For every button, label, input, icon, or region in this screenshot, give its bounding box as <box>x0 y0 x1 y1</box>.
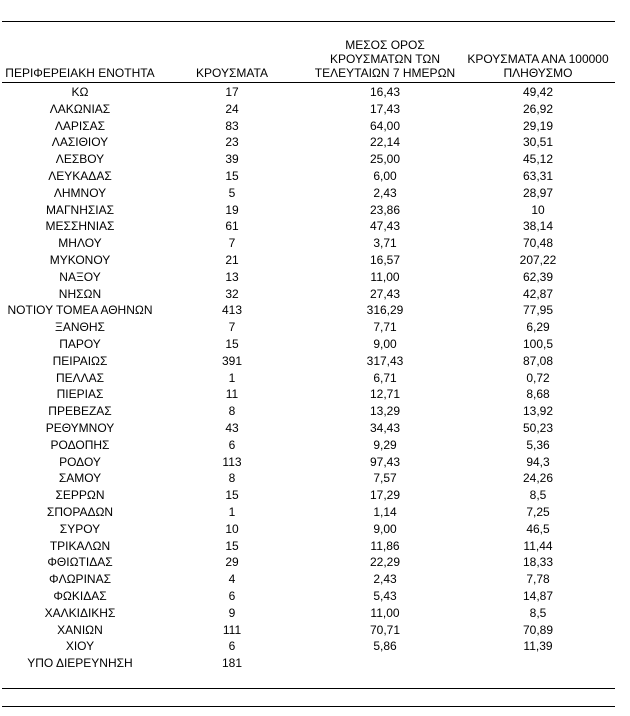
cell-avg7: 5,86 <box>373 639 397 654</box>
cell-region: ΡΕΘΥΜΝΟΥ <box>45 420 115 435</box>
cell-per100k: 94,3 <box>526 454 550 469</box>
cell-region: ΤΡΙΚΑΛΩΝ <box>49 538 111 553</box>
cell-avg7: 22,14 <box>369 135 401 150</box>
table-bottom-rule <box>2 688 615 689</box>
cell-region: ΦΩΚΙΔΑΣ <box>53 588 107 603</box>
table-row <box>0 118 630 135</box>
table-row <box>0 420 630 437</box>
table-row <box>0 370 630 387</box>
cell-avg7: 6,71 <box>373 370 397 385</box>
header-region: ΠΕΡΙΦΕΡΕΙΑΚΗ ΕΝΟΤΗΤΑ <box>5 66 155 80</box>
table-row <box>0 269 630 286</box>
cell-per100k: 30,51 <box>522 135 554 150</box>
cell-per100k: 18,33 <box>522 555 554 570</box>
table-row <box>0 571 630 588</box>
table-row <box>0 554 630 571</box>
table-top-rule <box>2 21 615 22</box>
cell-avg7: 7,71 <box>373 320 397 335</box>
cell-region: ΡΟΔΟΥ <box>59 454 101 469</box>
table-row <box>0 605 630 622</box>
table-row <box>0 538 630 555</box>
cell-region: ΛΑΣΙΘΙΟΥ <box>51 135 109 150</box>
cell-region: ΥΠΟ ΔΙΕΡΕΥΝΗΣΗ <box>27 656 133 671</box>
table-row <box>0 185 630 202</box>
cell-region: ΦΘΙΩΤΙΔΑΣ <box>47 555 113 570</box>
cell-region: ΛΑΚΩΝΙΑΣ <box>49 101 111 116</box>
cell-avg7: 13,29 <box>369 404 401 419</box>
table-row <box>0 336 630 353</box>
cell-avg7: 2,43 <box>373 185 397 200</box>
cell-cases: 32 <box>225 286 239 301</box>
cell-avg7: 6,00 <box>373 168 397 183</box>
cell-per100k: 7,78 <box>526 572 550 587</box>
cell-cases: 391 <box>221 353 243 368</box>
cell-region: ΣΠΟΡΑΔΩΝ <box>46 504 114 519</box>
table-row <box>0 588 630 605</box>
table-row <box>0 470 630 487</box>
cell-region: ΠΑΡΟΥ <box>59 336 101 351</box>
cell-per100k: 77,95 <box>522 303 554 318</box>
cell-per100k: 70,89 <box>522 622 554 637</box>
cell-cases: 6 <box>228 437 236 452</box>
cell-per100k: 7,25 <box>526 504 550 519</box>
cell-cases: 17 <box>225 85 239 99</box>
cell-per100k: 11,44 <box>523 538 553 553</box>
cell-cases: 15 <box>225 336 239 351</box>
cell-avg7: 9,00 <box>373 521 397 536</box>
cell-region: ΛΑΡΙΣΑΣ <box>54 118 106 133</box>
cell-region: ΛΕΥΚΑΔΑΣ <box>48 168 112 183</box>
cell-cases: 13 <box>225 269 239 284</box>
cell-cases: 111 <box>222 622 242 637</box>
cell-per100k: 49,42 <box>522 85 554 99</box>
cell-avg7: 70,71 <box>369 622 401 637</box>
cell-region: ΞΑΝΘΗΣ <box>55 320 105 335</box>
cell-avg7: 22,29 <box>369 555 401 570</box>
cell-cases: 11 <box>225 387 239 402</box>
cell-region: ΜΥΚΟΝΟΥ <box>49 252 111 267</box>
cell-region: ΜΕΣΣΗΝΙΑΣ <box>45 219 115 234</box>
cell-cases: 10 <box>225 521 239 536</box>
cell-region: ΦΛΩΡΙΝΑΣ <box>49 572 111 587</box>
cell-avg7: 64,00 <box>369 118 401 133</box>
cell-cases: 4 <box>228 572 236 587</box>
cell-avg7: 7,57 <box>373 471 397 486</box>
cell-cases: 15 <box>225 538 239 553</box>
cell-per100k: 38,14 <box>522 219 554 234</box>
cell-cases: 29 <box>225 555 239 570</box>
cell-per100k: 46,5 <box>526 521 550 536</box>
cell-region: ΜΗΛΟΥ <box>58 236 102 251</box>
cell-per100k: 70,48 <box>522 236 554 251</box>
cell-cases: 19 <box>225 202 239 217</box>
table-row <box>0 638 630 655</box>
cell-region: ΠΡΕΒΕΖΑΣ <box>48 404 112 419</box>
cell-avg7: 17,29 <box>369 488 401 503</box>
cell-per100k: 87,08 <box>522 353 554 368</box>
cell-avg7: 23,86 <box>369 202 401 217</box>
cell-per100k: 11,39 <box>523 639 553 654</box>
table-row <box>0 84 630 101</box>
cell-cases: 413 <box>221 303 243 318</box>
table-row <box>0 235 630 252</box>
cell-avg7: 2,43 <box>373 572 397 587</box>
cell-per100k: 24,26 <box>522 471 554 486</box>
cell-cases: 83 <box>225 118 239 133</box>
cell-avg7: 9,00 <box>373 336 397 351</box>
cell-region: ΣΑΜΟΥ <box>58 471 102 486</box>
header-rule <box>2 82 615 83</box>
cell-cases: 6 <box>228 639 236 654</box>
cell-cases: 9 <box>228 605 236 620</box>
cell-region: ΠΕΛΛΑΣ <box>55 370 105 385</box>
cell-cases: 8 <box>228 404 236 419</box>
cell-region: ΛΗΜΝΟΥ <box>53 185 107 200</box>
cell-region: ΣΥΡΟΥ <box>59 521 101 536</box>
cell-avg7: 97,43 <box>369 454 401 469</box>
cell-region: ΜΑΓΝΗΣΙΑΣ <box>45 202 115 217</box>
table-row <box>0 218 630 235</box>
table-row <box>0 151 630 168</box>
cell-per100k: 8,5 <box>529 605 547 620</box>
cell-per100k: 63,31 <box>522 168 554 183</box>
table-row <box>0 302 630 319</box>
cell-per100k: 28,97 <box>522 185 554 200</box>
cell-avg7: 11,00 <box>370 269 400 284</box>
cell-region: ΠΕΙΡΑΙΩΣ <box>52 353 108 368</box>
cell-avg7: 47,43 <box>369 219 401 234</box>
cell-avg7: 1,14 <box>373 504 397 519</box>
cell-region: ΝΑΞΟΥ <box>59 269 101 284</box>
table-row <box>0 286 630 303</box>
cell-per100k: 14,87 <box>522 588 554 603</box>
cell-avg7: 16,57 <box>369 252 401 267</box>
cell-per100k: 207,22 <box>519 252 557 267</box>
cell-region: ΡΟΔΟΠΗΣ <box>50 437 110 452</box>
cell-region: ΝΟΤΙΟΥ ΤΟΜΕΑ ΑΘΗΝΩΝ <box>7 303 153 318</box>
cell-cases: 1 <box>228 370 236 385</box>
cell-avg7: 317,43 <box>366 353 404 368</box>
cell-region: ΚΩ <box>71 85 89 99</box>
table-row <box>0 353 630 370</box>
table-row <box>0 655 630 672</box>
table-row <box>0 487 630 504</box>
page-bottom-rule <box>2 706 615 707</box>
cell-region: ΧΙΟΥ <box>65 639 95 654</box>
table-row <box>0 252 630 269</box>
cell-avg7: 16,43 <box>369 85 401 99</box>
header-cases: ΚΡΟΥΣΜΑΤΑ <box>196 66 268 80</box>
cell-region: ΧΑΛΚΙΔΙΚΗΣ <box>44 605 116 620</box>
cell-cases: 7 <box>228 320 236 335</box>
cell-region: ΠΙΕΡΙΑΣ <box>56 387 104 402</box>
cell-cases: 43 <box>225 420 239 435</box>
table-row <box>0 521 630 538</box>
cell-per100k: 10 <box>531 202 545 217</box>
table-row <box>0 437 630 454</box>
table-row <box>0 168 630 185</box>
cell-region: ΣΕΡΡΩΝ <box>55 488 105 503</box>
cell-cases: 6 <box>228 588 236 603</box>
cell-region: ΧΑΝΙΩΝ <box>57 622 103 637</box>
table-row <box>0 386 630 403</box>
cell-avg7: 17,43 <box>369 101 401 116</box>
table-row <box>0 454 630 471</box>
table-row <box>0 403 630 420</box>
table-row <box>0 202 630 219</box>
cell-avg7: 5,43 <box>373 588 397 603</box>
table-row <box>0 134 630 151</box>
cell-region: ΝΗΣΩΝ <box>58 286 102 301</box>
cell-avg7: 316,29 <box>366 303 404 318</box>
cell-avg7: 27,43 <box>369 286 401 301</box>
cell-per100k: 42,87 <box>522 286 554 301</box>
cell-avg7: 11,86 <box>370 538 400 553</box>
cell-cases: 23 <box>225 135 239 150</box>
cell-cases: 7 <box>228 236 236 251</box>
cell-avg7: 34,43 <box>369 420 401 435</box>
cell-avg7: 3,71 <box>373 236 397 251</box>
header-avg7: ΜΕΣΟΣ ΟΡΟΣ ΚΡΟΥΣΜΑΤΩΝ ΤΩΝ ΤΕΛΕΥΤΑΙΩΝ 7 ΗΜΕΡΩΝ <box>314 38 456 80</box>
cell-per100k: 8,68 <box>526 387 550 402</box>
cell-avg7: 11,00 <box>370 605 400 620</box>
cell-per100k: 45,12 <box>522 152 554 167</box>
cell-cases: 8 <box>228 471 236 486</box>
cell-cases: 181 <box>221 656 243 671</box>
cell-cases: 5 <box>228 185 236 200</box>
cell-per100k: 6,29 <box>526 320 550 335</box>
cell-region: ΛΕΣΒΟΥ <box>55 152 105 167</box>
cell-cases: 61 <box>225 219 239 234</box>
cell-avg7: 9,29 <box>373 437 397 452</box>
table-row <box>0 319 630 336</box>
cell-avg7: 12,71 <box>369 387 401 402</box>
table-row <box>0 622 630 639</box>
cell-per100k: 13,92 <box>522 404 554 419</box>
cell-per100k: 0,72 <box>526 370 550 385</box>
table-body <box>0 84 630 672</box>
cell-cases: 39 <box>225 152 239 167</box>
cell-per100k: 62,39 <box>522 269 554 284</box>
cell-cases: 15 <box>225 488 239 503</box>
cell-cases: 21 <box>225 252 239 267</box>
header-per100k: ΚΡΟΥΣΜΑΤΑ ΑΝΑ 100000 ΠΛΗΘΥΣΜΟ <box>467 52 609 80</box>
cell-per100k: 26,92 <box>522 101 554 116</box>
cell-cases: 15 <box>225 168 239 183</box>
cell-per100k: 29,19 <box>522 118 554 133</box>
cell-cases: 24 <box>225 101 239 116</box>
table-row <box>0 101 630 118</box>
cell-per100k: 5,36 <box>526 437 550 452</box>
cell-per100k: 100,5 <box>522 336 554 351</box>
cell-per100k: 8,5 <box>529 488 547 503</box>
cell-cases: 1 <box>228 504 236 519</box>
table-row <box>0 504 630 521</box>
table-header <box>0 30 630 82</box>
cell-cases: 113 <box>222 454 242 469</box>
cell-avg7: 25,00 <box>369 152 401 167</box>
cell-per100k: 50,23 <box>522 420 554 435</box>
